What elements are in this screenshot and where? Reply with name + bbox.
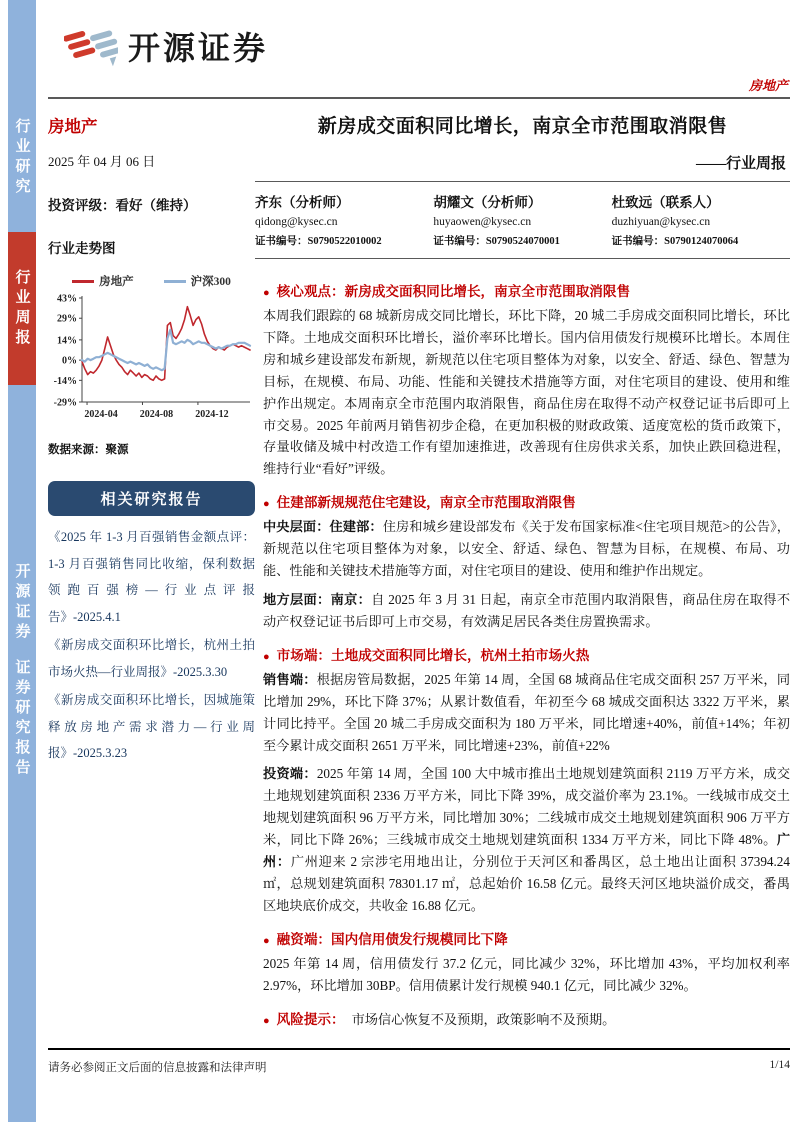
legend-item <box>164 273 231 289</box>
page-footer <box>48 1048 790 1075</box>
bullet-icon: ● <box>263 650 270 663</box>
paragraph-lead-bold: 中央层面：住建部： <box>263 519 383 535</box>
paragraph-text: 广州迎来 2 宗涉宅用地出让，分别位于天河区和番禺区，总土地出让面积 37394.24 ㎡，总规划建筑面积 78301.17 ㎡，总起始价 16.58 亿元。最终天河区地块溢价成交，番禺区地块底价成交，共收金 16.88 亿元。 <box>263 854 790 913</box>
paragraph-text: 2025 年第 14 周，信用债发行 37.2 亿元，同比减少 32%，环比增加 43%，平均加权利率 2.97%，环比增加 30BP。信用债累计发行规模 940.1 亿元，同比减少 32%。 <box>263 955 790 993</box>
section-paragraph <box>263 953 790 997</box>
investment-rating <box>48 194 247 214</box>
section-heading <box>263 1008 790 1028</box>
analyst-cert-label: 证书编号： <box>255 236 308 247</box>
sidebar-label-company: 开源证券 <box>13 563 31 643</box>
legend-swatch <box>72 280 94 283</box>
report-date: 2025 年 04 月 06 日 <box>48 154 156 169</box>
title-block-right <box>255 99 790 182</box>
vertical-sidebar <box>8 0 36 1122</box>
analyst-cert-number: S0790522010002 <box>307 236 382 247</box>
company-logo <box>64 22 268 74</box>
section-heading <box>263 491 790 511</box>
sidebar-segment-weekly-report <box>8 232 36 385</box>
y-tick-label: 0% <box>62 355 77 367</box>
bullet-icon: ● <box>263 1014 270 1027</box>
related-report-item: 《2025 年 1-3 月百强销售金额点评：1-3 月百强销售同比收缩，保利数据领跑百强榜—行业点评报告》-2025.4.1 <box>48 530 255 624</box>
content-section <box>263 280 790 480</box>
legend-swatch <box>164 280 186 283</box>
section-heading-text: 风险提示： <box>276 1011 345 1027</box>
industry-name: 房地产 <box>48 117 98 136</box>
footer-page-number: 1/14 <box>769 1059 790 1071</box>
x-tick-label: 2024-12 <box>195 409 229 420</box>
paragraph-text: 本周我们跟踪的 68 城新房成交同比增长，环比下降，20 城二手房成交面积同比增长，环比下降。土地成交面积环比增长，溢价率环比增长。国内信用债发行规模环比增长。本周住房和城乡建设部发布新规，新规范以住宅项目整体为对象，以安全、舒适、绿色、智慧为目标，在规模、布局、功能、性能和关键技术措施等方面，对住宅项目的建设、使用和维护作出规定。本周南京全市范围内取消限售，商品住房在取得不动产权登记证书后即可上市交易。2025 年前两月销售初步企稳，在更加积极的财政政策、适度宽松的货币政策下，存量收储及城中村改造工作有望加速推进，改善现有住房供求关系，加快止跌回稳进程，维持行业“看好”评级。 <box>263 308 790 477</box>
analyst-name: 齐东（分析师） <box>255 195 350 210</box>
section-heading-text: 市场端：土地成交面积同比增长，杭州土拍市场火热 <box>276 647 590 663</box>
section-inline-body: 市场信心恢复不及预期，政策影响不及预期。 <box>351 1011 616 1027</box>
rating-value: 看好（维持） <box>115 198 197 213</box>
related-report-item: 《新房成交面积环比增长，因城施策释放房地产需求潜力—行业周报》-2025.3.23 <box>48 693 255 760</box>
section-paragraph <box>263 589 790 633</box>
analyst-cert <box>433 233 605 248</box>
related-report-item: 《新房成交面积环比增长，杭州土拍市场火热—行业周报》-2025.3.30 <box>48 638 255 679</box>
trend-chart-svg <box>48 291 255 427</box>
related-reports-header: 相关研究报告 <box>48 481 255 516</box>
section-heading-text: 住建部新规规范住宅建设，南京全市范围取消限售 <box>276 495 576 511</box>
section-paragraph <box>263 305 790 480</box>
analyst-cert-number: S0790524070001 <box>485 236 560 247</box>
section-paragraph <box>263 763 790 916</box>
rating-label: 投资评级： <box>48 198 116 213</box>
logo-text: 开源证券 <box>128 29 269 67</box>
analyst-card <box>612 191 790 248</box>
section-heading <box>263 644 790 664</box>
analyst-card <box>433 191 611 248</box>
report-title: 新房成交面积同比增长，南京全市范围取消限售 <box>317 116 728 137</box>
y-tick-label: -29% <box>53 397 77 409</box>
legend-label: 沪深300 <box>190 276 231 288</box>
legend-item <box>72 273 134 289</box>
bullet-icon: ● <box>263 498 270 511</box>
paragraph-text: 住房和城乡建设部发布《关于发布国家标准<住宅项目规范>的公告》，新规范以住宅项目整体为对象，以安全、舒适、绿色、智慧为目标，在规模、布局、功能、性能和关键技术措施等方面，对住宅项目的建设、使用和维护作出规定。 <box>263 519 790 579</box>
content-section <box>263 644 790 917</box>
x-tick-label: 2024-04 <box>84 409 118 420</box>
related-reports-list <box>48 524 255 767</box>
analyst-email: huyaowen@kysec.cn <box>433 216 532 228</box>
sidebar-label-research-report: 证券研究报告 <box>13 659 31 779</box>
title-block <box>48 99 790 182</box>
industry-trend-chart <box>48 269 255 457</box>
analyst-cert-label: 证书编号： <box>433 236 486 247</box>
paragraph-lead-bold: 投资端： <box>263 766 317 782</box>
y-tick-label: 29% <box>57 313 77 325</box>
paragraph-text: 根据房管局数据，2025 年第 14 周，全国 68 城商品住宅成交面积 257 万平米，同比增加 29%，环比下降 37%；从累计数值看，年初至今 68 城成交面积达 3322 万平米，累计同比持平。全国 20 城二手房成交面积为 180 万平米，同比增速+40%，前值+14%；年初至今累计成交面积 2651 万平米，同比增速+23%，前值+22% <box>263 671 791 753</box>
sidebar-segment-industry-research <box>8 0 36 232</box>
page-content <box>48 0 790 1033</box>
y-tick-label: -14% <box>53 375 77 387</box>
content-section <box>263 928 790 997</box>
content-section <box>263 491 790 633</box>
section-heading-text: 融资端：国内信用债发行规模同比下降 <box>276 931 508 947</box>
bullet-icon: ● <box>263 287 270 299</box>
industry-tag: 房地产 <box>748 78 788 93</box>
analyst-cert <box>255 233 427 248</box>
paragraph-text: 2025 年第 14 周，全国 100 大中城市推出土地规划建筑面积 2119 万平方米，成交土地规划建筑面积 2336 万平方米，同比下降 39%，成交溢价率为 23.1%。一线城市成交土地规划建筑面积 96 万平方米，同比增加 30%；二线城市成交土地规划建筑面积 906 万平方米，同比下降 26%；三线城市成交土地规划建筑面积 1334 万平方米，同比下降 48%。 <box>263 766 791 848</box>
paragraph-text: 自 2025 年 3 月 31 日起，南京全市范围内取消限售，商品住房在取得不动产权登记证书后即可上市交易，有效满足居民各类住房置换需求。 <box>263 591 791 629</box>
y-tick-label: 43% <box>57 293 77 305</box>
main-grid <box>48 269 790 1033</box>
section-heading <box>263 928 790 948</box>
section-paragraph <box>263 516 790 582</box>
analyst-cert-number: S0790124070064 <box>664 236 739 247</box>
sidebar-segment-company <box>8 385 36 1122</box>
brand-row <box>48 0 790 99</box>
analyst-email: qidong@kysec.cn <box>255 216 338 228</box>
report-sections <box>261 269 790 1033</box>
report-subtitle: ——行业周报 <box>695 156 786 172</box>
title-block-left <box>48 99 255 182</box>
analyst-name: 胡耀文（分析师） <box>433 195 542 210</box>
analyst-cert-label: 证书编号： <box>611 236 665 247</box>
paragraph-lead-bold: 销售端： <box>263 671 317 687</box>
footer-disclaimer: 请务必参阅正文后面的信息披露和法律声明 <box>48 1062 267 1074</box>
left-column <box>48 269 255 1033</box>
paragraph-lead-bold: 广州： <box>263 832 790 870</box>
analyst-cert <box>612 233 784 248</box>
analysts-row <box>255 182 790 259</box>
legend-label: 房地产 <box>99 276 134 288</box>
analyst-block-left <box>48 182 255 259</box>
chart-legend <box>48 273 255 289</box>
trend-chart-title: 行业走势图 <box>48 241 116 256</box>
section-heading <box>263 280 790 300</box>
analyst-email: duzhiyuan@kysec.cn <box>611 216 711 228</box>
content-section <box>263 1008 790 1028</box>
paragraph-lead-bold: 地方层面：南京： <box>263 591 372 607</box>
bullet-icon: ● <box>263 934 270 947</box>
chart-data-source: 数据来源：聚源 <box>48 444 129 456</box>
logo-icon <box>64 22 118 74</box>
sidebar-label-weekly-report: 行业周报 <box>13 268 31 349</box>
analyst-card <box>255 191 433 248</box>
analyst-block <box>48 182 790 259</box>
sidebar-label-industry-research: 行业研究 <box>13 118 31 198</box>
section-heading-text: 核心观点：新房成交面积同比增长，南京全市范围取消限售 <box>276 284 631 299</box>
section-paragraph <box>263 669 790 757</box>
y-tick-label: 14% <box>57 335 77 347</box>
analyst-name: 杜致远（联系人） <box>611 195 720 210</box>
x-tick-label: 2024-08 <box>139 409 174 420</box>
